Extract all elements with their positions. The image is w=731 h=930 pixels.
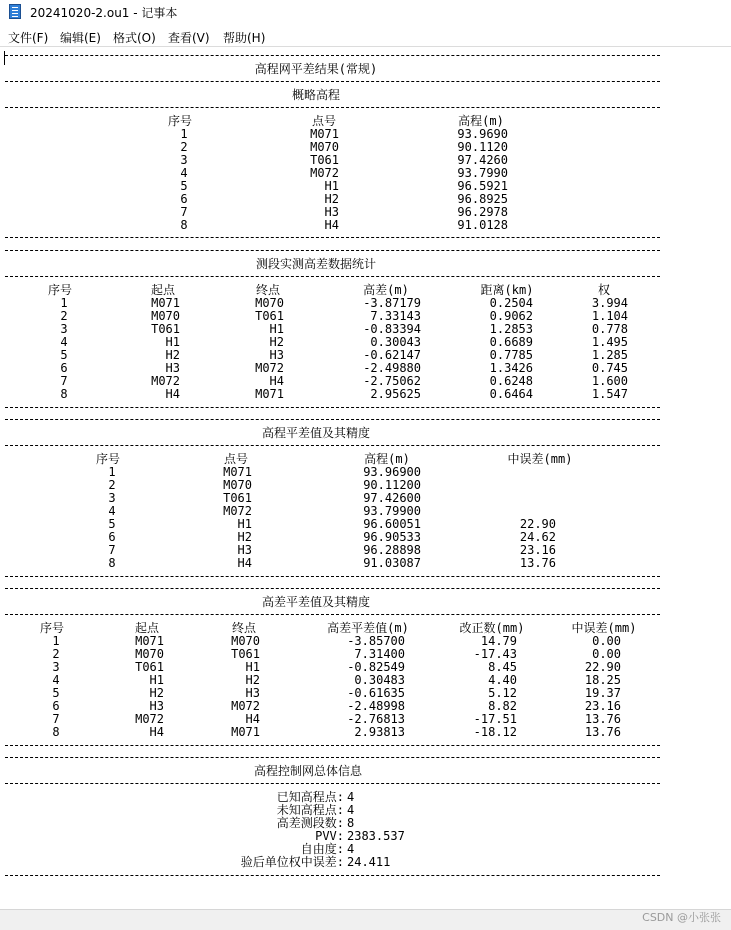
table-cell: 8.45 (488, 660, 517, 674)
table-cell: 0.00 (592, 647, 621, 661)
table-cell: T061 (310, 153, 339, 167)
menu-bar (0, 27, 731, 46)
table-cell: 1 (180, 127, 188, 141)
notepad-icon (9, 4, 21, 19)
window-title: 20241020-2.ou1 - 记事本 (30, 6, 178, 20)
table-cell: 0.7785 (489, 348, 533, 362)
table-cell: H1 (237, 517, 252, 531)
table-cell: 18.25 (584, 673, 621, 687)
table-cell: H3 (165, 361, 180, 375)
table-cell: 96.2978 (457, 205, 508, 219)
separator-line (5, 576, 660, 577)
table-cell: 1 (60, 296, 68, 310)
table-cell: 0.6689 (489, 335, 533, 349)
table-cell: 7.33143 (370, 309, 421, 323)
column-header: 序号 (95, 452, 121, 466)
table-cell: 96.28898 (363, 543, 421, 557)
table-cell: M070 (135, 647, 164, 661)
table-cell: 5 (52, 686, 60, 700)
summary-label: 已知高程点: (276, 790, 344, 804)
table-cell: 2 (180, 140, 188, 154)
table-cell: 1.285 (591, 348, 628, 362)
table-cell: 8.82 (488, 699, 517, 713)
separator-line (5, 55, 660, 56)
table-cell: 0.30043 (370, 335, 421, 349)
table-cell: H2 (269, 335, 284, 349)
menu-view[interactable]: 查看(V) (168, 31, 210, 45)
table-cell: 0.00 (592, 634, 621, 648)
table-cell: 2 (60, 309, 68, 323)
table-cell: -2.48998 (347, 699, 405, 713)
column-header: 点号 (311, 114, 337, 128)
table-cell: M071 (135, 634, 164, 648)
text-caret (4, 51, 5, 65)
table-cell: M070 (223, 478, 252, 492)
column-header: 高差平差值(m) (327, 621, 409, 635)
table-cell: 0.6464 (489, 387, 533, 401)
table-cell: 6 (180, 192, 188, 206)
summary-label: 自由度: (300, 842, 344, 856)
table-cell: 5 (60, 348, 68, 362)
summary-value: 4 (347, 842, 355, 856)
table-cell: H1 (269, 322, 284, 336)
table-cell: 0.2504 (489, 296, 533, 310)
separator-line (5, 250, 660, 251)
table-cell: 4.40 (488, 673, 517, 687)
section-heading: 概略高程 (291, 88, 341, 102)
table-cell: M071 (223, 465, 252, 479)
table-cell: 97.4260 (457, 153, 508, 167)
section-heading: 高差平差值及其精度 (261, 595, 371, 609)
table-cell: 4 (108, 504, 116, 518)
column-header: 高差(m) (363, 283, 409, 297)
column-header: 起点 (134, 621, 160, 635)
table-cell: 5.12 (488, 686, 517, 700)
table-cell: 8 (60, 387, 68, 401)
table-cell: 8 (108, 556, 116, 570)
section-heading: 高程控制网总体信息 (253, 764, 363, 778)
table-cell: 6 (60, 361, 68, 375)
table-cell: H2 (324, 192, 339, 206)
column-header: 终点 (231, 621, 257, 635)
table-cell: 3 (52, 660, 60, 674)
summary-value: 8 (347, 816, 355, 830)
table-cell: 4 (180, 166, 188, 180)
table-cell: 0.30483 (354, 673, 405, 687)
separator-line (5, 757, 660, 758)
table-cell: H4 (269, 374, 284, 388)
table-cell: 6 (52, 699, 60, 713)
table-cell: -17.51 (473, 712, 517, 726)
table-cell: 0.778 (591, 322, 628, 336)
table-cell: -2.75062 (363, 374, 421, 388)
separator-line (5, 745, 660, 746)
table-cell: -3.85700 (347, 634, 405, 648)
table-cell: H1 (165, 335, 180, 349)
table-cell: 19.37 (584, 686, 621, 700)
table-cell: -2.49880 (363, 361, 421, 375)
table-cell: M072 (151, 374, 180, 388)
table-cell: H3 (245, 686, 260, 700)
table-cell: 7.31400 (354, 647, 405, 661)
table-cell: 1.495 (591, 335, 628, 349)
column-header: 距离(km) (480, 283, 534, 297)
table-cell: 6 (108, 530, 116, 544)
table-cell: H4 (245, 712, 260, 726)
table-cell: -2.76813 (347, 712, 405, 726)
table-cell: M071 (310, 127, 339, 141)
separator-line (5, 445, 660, 446)
table-cell: H2 (237, 530, 252, 544)
table-cell: 22.90 (519, 517, 556, 531)
summary-value: 24.411 (347, 855, 391, 869)
table-cell: 23.16 (519, 543, 556, 557)
table-cell: 93.96900 (363, 465, 421, 479)
table-cell: 13.76 (519, 556, 556, 570)
table-cell: H4 (149, 725, 164, 739)
table-cell: 7 (108, 543, 116, 557)
column-header: 高程(m) (364, 452, 410, 466)
table-cell: 1.600 (591, 374, 628, 388)
menu-edit[interactable]: 编辑(E) (60, 31, 101, 45)
summary-value: 4 (347, 803, 355, 817)
table-cell: M070 (255, 296, 284, 310)
table-cell: 4 (52, 673, 60, 687)
table-cell: 3 (60, 322, 68, 336)
table-cell: 2 (52, 647, 60, 661)
summary-label: PVV: (315, 829, 344, 843)
table-cell: 14.79 (480, 634, 517, 648)
table-cell: -0.83394 (363, 322, 421, 336)
column-header: 高程(m) (458, 114, 504, 128)
watermark-text: CSDN @小张张 (642, 911, 721, 924)
document-title: 高程网平差结果(常规) (254, 62, 378, 76)
column-header: 序号 (47, 283, 73, 297)
table-cell: M072 (223, 504, 252, 518)
table-cell: H1 (324, 179, 339, 193)
table-cell: 2.95625 (370, 387, 421, 401)
table-cell: 2.93813 (354, 725, 405, 739)
table-cell: 2 (108, 478, 116, 492)
table-cell: 13.76 (584, 712, 621, 726)
table-cell: -17.43 (473, 647, 517, 661)
table-cell: H1 (149, 673, 164, 687)
table-cell: -0.62147 (363, 348, 421, 362)
table-cell: T061 (231, 647, 260, 661)
table-cell: 3.994 (591, 296, 628, 310)
menu-help[interactable]: 帮助(H) (223, 31, 266, 45)
separator-line (5, 614, 660, 615)
table-cell: 5 (180, 179, 188, 193)
table-cell: H4 (237, 556, 252, 570)
section-heading: 测段实测高差数据统计 (255, 257, 377, 271)
summary-label: 高差测段数: (276, 816, 344, 830)
table-cell: H2 (149, 686, 164, 700)
table-cell: 91.03087 (363, 556, 421, 570)
table-cell: 0.745 (591, 361, 628, 375)
table-cell: M072 (135, 712, 164, 726)
table-cell: H3 (269, 348, 284, 362)
table-cell: T061 (135, 660, 164, 674)
table-cell: H4 (165, 387, 180, 401)
table-cell: H2 (245, 673, 260, 687)
table-cell: 0.6248 (489, 374, 533, 388)
section-heading: 高程平差值及其精度 (261, 426, 371, 440)
separator-line (5, 783, 660, 784)
table-cell: 90.11200 (363, 478, 421, 492)
column-header: 起点 (150, 283, 176, 297)
table-cell: M070 (310, 140, 339, 154)
summary-value: 2383.537 (347, 829, 405, 843)
table-cell: M072 (231, 699, 260, 713)
summary-label: 验后单位权中误差: (240, 855, 344, 869)
table-cell: 7 (60, 374, 68, 388)
table-cell: M070 (231, 634, 260, 648)
table-cell: 22.90 (584, 660, 621, 674)
menu-file[interactable]: 文件(F) (8, 31, 49, 45)
table-cell: 4 (60, 335, 68, 349)
table-cell: 96.5921 (457, 179, 508, 193)
column-header: 中误差(mm) (571, 621, 637, 635)
table-cell: -18.12 (473, 725, 517, 739)
table-cell: M071 (231, 725, 260, 739)
column-header: 中误差(mm) (507, 452, 573, 466)
table-cell: 93.7990 (457, 166, 508, 180)
table-cell: 13.76 (584, 725, 621, 739)
table-cell: 7 (52, 712, 60, 726)
column-header: 权 (597, 283, 611, 297)
table-cell: 1.2853 (489, 322, 533, 336)
menu-format[interactable]: 格式(O) (113, 31, 156, 45)
table-cell: 96.60051 (363, 517, 421, 531)
separator-line (5, 276, 660, 277)
table-cell: 96.90533 (363, 530, 421, 544)
column-header: 改正数(mm) (459, 621, 525, 635)
table-cell: M070 (151, 309, 180, 323)
table-cell: 8 (52, 725, 60, 739)
table-cell: H3 (237, 543, 252, 557)
summary-value: 4 (347, 790, 355, 804)
table-cell: 3 (180, 153, 188, 167)
status-area (0, 909, 731, 930)
table-cell: 8 (180, 218, 188, 232)
table-cell: H3 (324, 205, 339, 219)
table-cell: 91.0128 (457, 218, 508, 232)
separator-line (5, 407, 660, 408)
table-cell: 97.42600 (363, 491, 421, 505)
separator-line (5, 875, 660, 876)
table-cell: 96.8925 (457, 192, 508, 206)
table-cell: 23.16 (584, 699, 621, 713)
table-cell: 1 (52, 634, 60, 648)
separator-line (5, 237, 660, 238)
table-cell: 1.547 (591, 387, 628, 401)
table-cell: M072 (310, 166, 339, 180)
table-cell: M071 (151, 296, 180, 310)
table-cell: T061 (151, 322, 180, 336)
table-cell: -0.82549 (347, 660, 405, 674)
separator-line (5, 81, 660, 82)
separator-line (5, 419, 660, 420)
column-header: 点号 (223, 452, 249, 466)
table-cell: 90.1120 (457, 140, 508, 154)
separator-line (5, 588, 660, 589)
table-cell: T061 (223, 491, 252, 505)
table-cell: 93.9690 (457, 127, 508, 141)
table-cell: 1.3426 (489, 361, 533, 375)
table-cell: M072 (255, 361, 284, 375)
table-cell: -0.61635 (347, 686, 405, 700)
table-cell: -3.87179 (363, 296, 421, 310)
table-cell: 1.104 (591, 309, 628, 323)
table-cell: 0.9062 (489, 309, 533, 323)
separator-line (5, 107, 660, 108)
table-cell: 7 (180, 205, 188, 219)
table-cell: 24.62 (519, 530, 556, 544)
table-cell: H2 (165, 348, 180, 362)
column-header: 序号 (167, 114, 193, 128)
column-header: 序号 (39, 621, 65, 635)
table-cell: 1 (108, 465, 116, 479)
summary-label: 未知高程点: (276, 803, 344, 817)
table-cell: H4 (324, 218, 339, 232)
table-cell: H3 (149, 699, 164, 713)
title-bar (0, 0, 731, 24)
table-cell: M071 (255, 387, 284, 401)
table-cell: H1 (245, 660, 260, 674)
table-cell: T061 (255, 309, 284, 323)
table-cell: 93.79900 (363, 504, 421, 518)
table-cell: 3 (108, 491, 116, 505)
column-header: 终点 (255, 283, 281, 297)
table-cell: 5 (108, 517, 116, 531)
